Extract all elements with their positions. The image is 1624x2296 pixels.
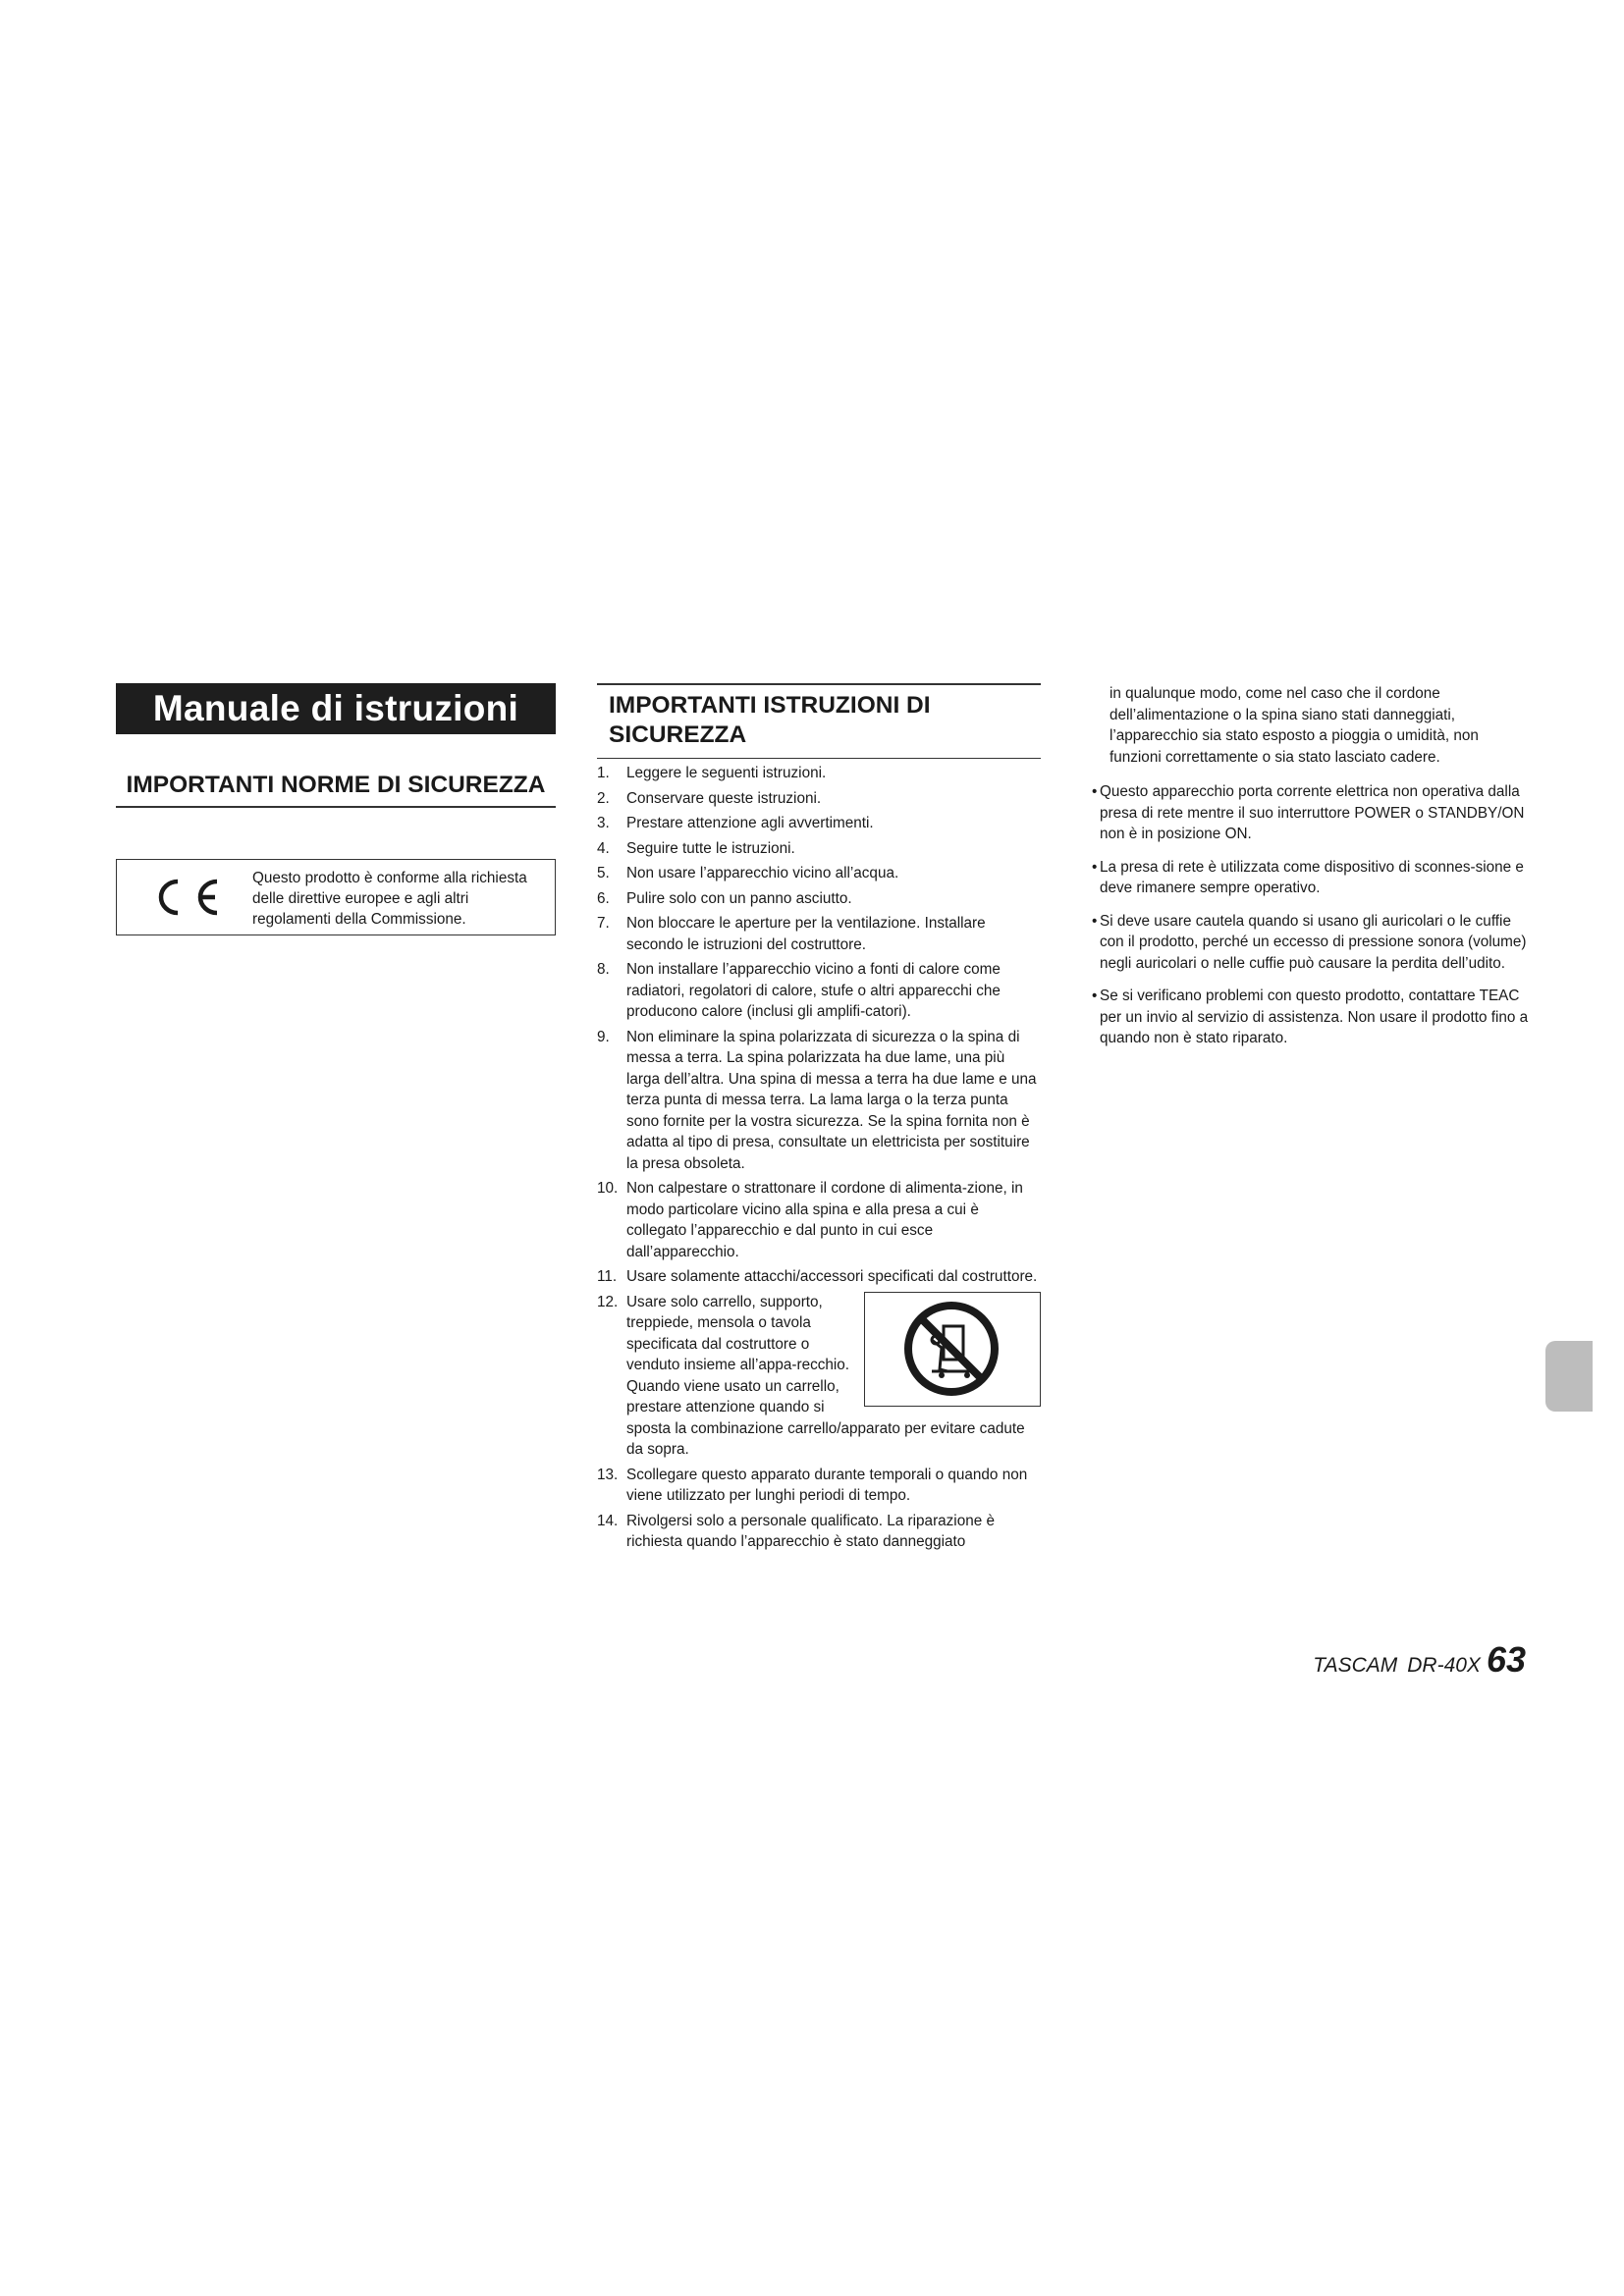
instruction-number: 3. — [597, 815, 610, 831]
ce-mark-icon — [144, 878, 223, 917]
instruction-item — [597, 838, 1041, 860]
instruction-item — [597, 1266, 1041, 1288]
right-column — [1092, 683, 1530, 1061]
instruction-number: 9. — [597, 1028, 610, 1045]
footer-brand: TASCAM — [1313, 1654, 1398, 1677]
instruction-number: 5. — [597, 865, 610, 881]
instruction-item — [597, 813, 1041, 834]
instruction-item — [597, 888, 1041, 910]
footer-model: DR-40X — [1407, 1654, 1481, 1677]
instruction-item — [597, 1027, 1041, 1175]
instruction-text: Rivolgersi solo a personale qualificato. La riparazione è richiesta quando l’apparecchio è stato danneggiato — [626, 1512, 995, 1550]
instruction-item — [597, 959, 1041, 1023]
instruction-item — [597, 1511, 1041, 1553]
middle-column — [597, 683, 1041, 1557]
ce-notice-box — [116, 859, 556, 935]
bullet-text: Se si verificano problemi con questo prodotto, contattare TEAC per un invio al servizio di assistenza. Non usare il prodotto fino a quando non è stato riparato. — [1100, 988, 1529, 1046]
instruction-number: 13. — [597, 1466, 619, 1483]
page-number: 63 — [1486, 1639, 1526, 1680]
instruction-text: Leggere le seguenti istruzioni. — [626, 765, 827, 781]
instruction-number: 14. — [597, 1512, 619, 1529]
instruction-item — [597, 788, 1041, 810]
instruction-item — [597, 1292, 1041, 1461]
instruction-number: 1. — [597, 765, 610, 781]
section-heading-istruzioni: IMPORTANTI ISTRUZIONI DI SICUREZZA — [597, 683, 1041, 759]
left-column — [116, 683, 556, 935]
instruction-text: Conservare queste istruzioni. — [626, 789, 822, 807]
page-footer — [1300, 1639, 1526, 1681]
instruction-text: Scollegare questo apparato durante temporali o quando non viene utilizzato per lunghi periodi di tempo. — [626, 1466, 1028, 1504]
chapter-tab — [1545, 1341, 1593, 1412]
bullet-text: Si deve usare cautela quando si usano gli auricolari o le cuffie con il prodotto, perché un eccesso di pressione sonora (volume) negli auricolari o nelle cuffie può causare la perdita dell’udito. — [1100, 912, 1527, 972]
bullet-dot-icon: • — [1092, 858, 1098, 876]
instruction-text: Non bloccare le aperture per la ventilazione. Installare secondo le istruzioni del costruttore. — [626, 915, 986, 953]
instruction-text: Non eliminare la spina polarizzata di sicurezza o la spina di messa a terra. La spina polarizzata ha due lame, una più larga dell’altra. Una spina di messa a terra ha due lame e una terza punta di messa terra. La lama larga o la terza punta sono fornite per la vostra sicurezza. Se la spina fornita non è adatta al tipo di presa, consultate un elettricista per sostituire la presa obsoleta. — [626, 1028, 1037, 1172]
instruction-text: Seguire tutte le istruzioni. — [626, 839, 795, 857]
section-heading-norme: IMPORTANTI NORME DI SICUREZZA — [116, 772, 556, 808]
instruction-item — [597, 913, 1041, 955]
instruction-number: 7. — [597, 915, 610, 932]
bullet-item — [1092, 857, 1530, 899]
bullet-text: La presa di rete è utilizzata come dispositivo di sconnes-sione e deve rimanere sempre operativo. — [1100, 858, 1524, 896]
cart-warning-icon — [902, 1301, 1001, 1397]
instruction-number: 2. — [597, 789, 610, 807]
instruction-number: 4. — [597, 839, 610, 857]
instruction-item — [597, 863, 1041, 884]
instruction-number: 8. — [597, 961, 610, 978]
instruction-text: Pulire solo con un panno asciutto. — [626, 889, 852, 907]
instruction-text: Prestare attenzione agli avvertimenti. — [626, 815, 874, 831]
ce-notice-text: Questo prodotto è conforme alla richiesta delle direttive europee e agli altri regolamenti della Commissione. — [252, 870, 527, 928]
instruction-text: Usare solamente attacchi/accessori specificati dal costruttore. — [626, 1268, 1038, 1285]
manual-title: Manuale di istruzioni — [116, 683, 556, 734]
instruction-text: Non usare l’apparecchio vicino all’acqua. — [626, 865, 899, 881]
instruction-text: Non installare l’apparecchio vicino a fonti di calore come radiatori, regolatori di calore, stufe o altri apparecchi che producono calore (inclusi gli amplifi-catori). — [626, 961, 1001, 1020]
safety-instructions-list — [597, 763, 1041, 1553]
instruction-item — [597, 1465, 1041, 1507]
cart-warning-box — [864, 1292, 1041, 1407]
instruction-text: Usare solo carrello, supporto, treppiede, mensola o tavola specificata dal costruttore o venduto insieme all’appa-recchio. Quando viene usato un carrello, prestare attenzione quando si sposta la combinazione carrello/apparato per evitare cadute da sopra. — [626, 1293, 1025, 1458]
instruction-number: 6. — [597, 889, 610, 907]
bullet-dot-icon: • — [1092, 988, 1098, 1004]
instruction-number: 11. — [597, 1268, 618, 1285]
bullet-item — [1092, 986, 1530, 1049]
instruction-item — [597, 763, 1041, 784]
continued-text: in qualunque modo, come nel caso che il cordone dell’alimentazione o la spina siano stati danneggiati, l’apparecchio sia stato esposto a pioggia o umidità, non funzioni correttamente o sia stato lasciato cadere. — [1110, 685, 1479, 766]
bullet-list — [1092, 781, 1530, 1049]
instruction-text: Non calpestare o strattonare il cordone di alimenta-zione, in modo particolare vicino alla spina e alla presa a cui è collegato l’apparecchio e dal punto in cui esce dall’apparecchio. — [626, 1180, 1023, 1260]
instruction-number: 10. — [597, 1180, 619, 1197]
instruction-item — [597, 1178, 1041, 1262]
bullet-dot-icon: • — [1092, 912, 1098, 930]
instruction-number: 12. — [597, 1293, 619, 1310]
bullet-item — [1092, 781, 1530, 845]
bullet-item — [1092, 911, 1530, 975]
bullet-text: Questo apparecchio porta corrente elettrica non operativa dalla presa di rete mentre il suo interruttore POWER o STANDBY/ON non è in posizione ON. — [1100, 783, 1525, 842]
bullet-dot-icon: • — [1092, 783, 1098, 800]
